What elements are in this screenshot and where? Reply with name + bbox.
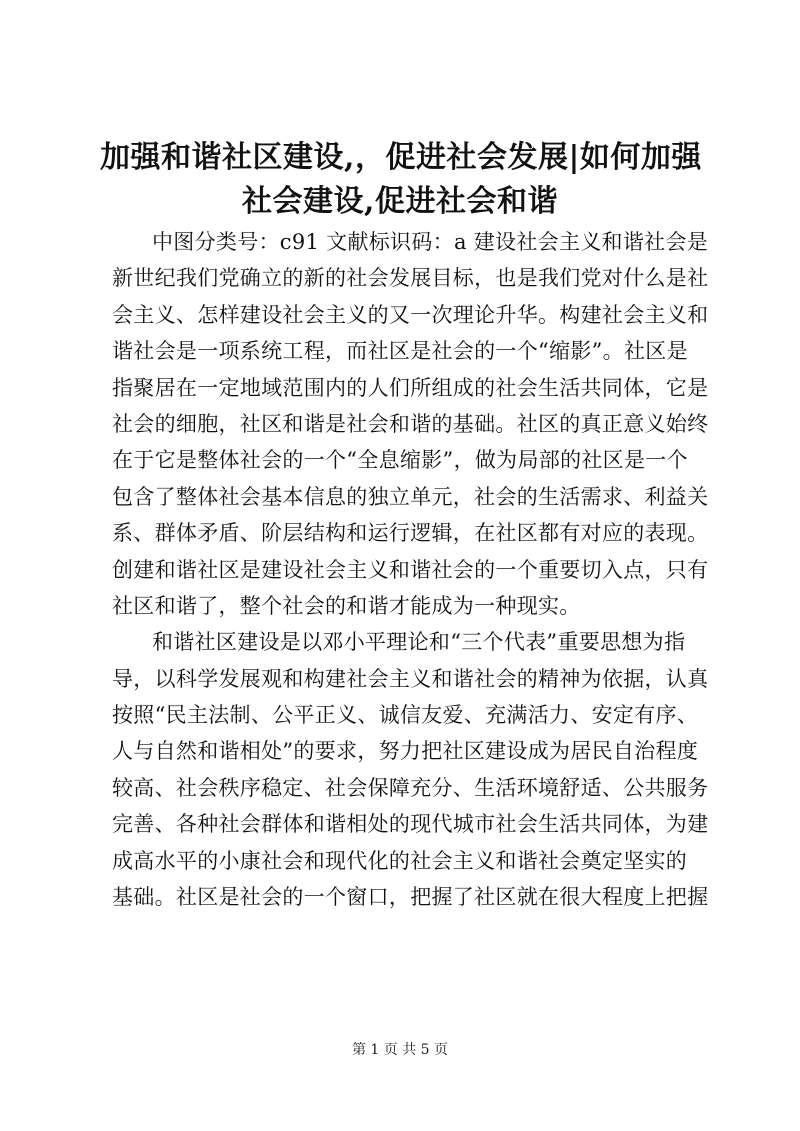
text-line: 成高水平的小康社会和现代化的社会主义和谐社会奠定坚实的: [112, 848, 688, 873]
text-line: 创建和谐社区是建设社会主义和谐社会的一个重要切入点，只有: [112, 557, 709, 582]
paragraph-1: [112, 224, 712, 624]
text-line: 社区和谐了，整个社会的和谐才能成为一种现实。: [112, 593, 581, 618]
page-number-footer: 第 1 页 共 5 页: [351, 1042, 449, 1058]
text-line: 新世纪我们党确立的新的社会发展目标，也是我们党对什么是社: [112, 266, 709, 291]
page-title: [100, 136, 700, 224]
text-line: 基础。社区是社会的一个窗口，把握了社区就在很大程度上把握: [112, 885, 709, 910]
text-line: 导，以科学发展观和构建社会主义和谐社会的精神为依据，认真: [112, 666, 709, 691]
paragraph-2: [112, 624, 712, 915]
text-line: 完善、各种社会群体和谐相处的现代城市社会生活共同体，为建: [112, 812, 709, 837]
text-line: 和谐社区建设是以邓小平理论和“三个代表”重要思想为指: [152, 630, 686, 655]
text-line: 指聚居在一定地域范围内的人们所组成的社会生活共同体，它是: [112, 375, 709, 400]
text-line: 系、群体矛盾、阶层结构和运行逻辑，在社区都有对应的表现。: [112, 521, 709, 546]
text-line: 中图分类号：c91 文献标识码：a 建设社会主义和谐社会是: [152, 230, 709, 254]
title-line-1: 加强和谐社区建设,，促进社会发展|如何加强: [100, 140, 702, 175]
text-line: 社会的细胞，社区和谐是社会和谐的基础。社区的真正意义始终: [112, 411, 709, 436]
text-line: 较高、社会秩序稳定、社会保障充分、生活环境舒适、公共服务: [112, 775, 709, 800]
body-text: [112, 224, 712, 915]
title-line-2: 社会建设,促进社会和谐: [242, 184, 558, 219]
text-line: 包含了整体社会基本信息的独立单元，社会的生活需求、利益关: [112, 484, 709, 509]
text-line: 按照“民主法制、公平正义、诚信友爱、充满活力、安定有序、: [112, 703, 699, 728]
text-line: 会主义、怎样建设社会主义的又一次理论升华。构建社会主义和: [112, 302, 709, 327]
text-line: 人与自然和谐相处”的要求，努力把社区建设成为居民自治程度: [112, 739, 699, 764]
text-line: 在于它是整体社会的一个“全息缩影”，做为局部的社区是一个: [112, 448, 688, 473]
text-line: 谐社会是一项系统工程，而社区是社会的一个“缩影”。社区是: [112, 339, 688, 364]
